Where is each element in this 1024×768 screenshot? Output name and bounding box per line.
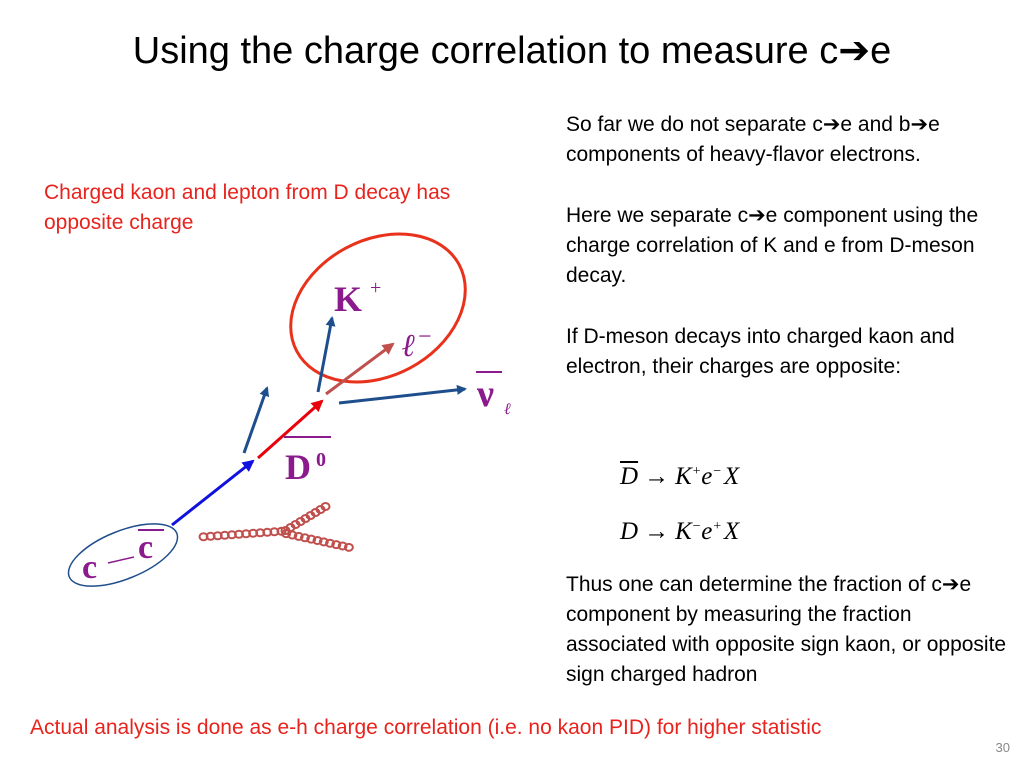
slide-title: Using the charge correlation to measure c➔e [132,30,892,72]
paragraph-method: Here we separate c➔e component using the charge correlation of K and e from D-meson decay. [566,204,979,287]
conclusion-block [566,570,1016,721]
analysis-note: Actual analysis is done as e-h charge correlation (i.e. no kaon PID) for higher statistic [30,716,822,739]
eq1-kaon: K [675,463,692,490]
paragraph-opposite-charge: If D-meson decays into charged kaon and electron, their charges are opposite: [566,325,955,378]
neutrino-track [339,389,465,403]
kaon-charge: + [370,277,382,299]
eq2-lepton: e [701,518,713,545]
eq1-arrow: → [644,463,670,490]
eq2-arrow: → [644,518,670,545]
neutrino-label: ν [477,373,494,415]
neutrino-subscript: ℓ [504,401,511,418]
eq2-rest: X [723,518,740,545]
kaon-track [318,318,332,392]
lepton-track [326,344,393,394]
eq1-lepton: e [701,463,713,490]
kaon-lepton-oval [265,205,491,411]
explanation-column [566,110,1016,413]
eq2-kaon-charge: − [691,519,702,534]
fragmentation-track [244,388,267,453]
equation-dbar-decay [620,463,739,491]
page-number: 30 [995,740,1010,755]
kaon-label: K [334,279,363,319]
kaon-lepton-note: Charged kaon and lepton from D decay has opposite charge [44,181,451,234]
equation-d-decay [620,518,739,546]
paragraph-separation: So far we do not separate c➔e and b➔e components of heavy-flavor electrons. [566,113,940,166]
lepton-charge: − [418,324,432,350]
charm-quark-label: c [82,549,98,586]
eq2-lepton-charge: + [712,519,722,534]
eq1-kaon-charge: + [691,464,702,479]
gluon-coils [200,503,353,551]
quark-pair-link [108,557,134,563]
eq1-rest: X [723,463,740,490]
eq2-kaon: K [675,518,692,545]
lepton-label: ℓ [402,327,416,363]
eq2-parent: D [620,518,639,545]
dmeson-superscript: 0 [316,449,326,471]
paragraph-conclusion: Thus one can determine the fraction of c➔e component by measuring the fraction associated with opposite sign kaon, or opposite sign charged hadron [566,573,1007,686]
dmeson-label: D [285,447,311,487]
quark-pair-oval [60,511,186,599]
charm-quark-track [172,461,253,525]
eq1-lepton-charge: − [712,464,722,479]
anticharm-quark-label: c [138,529,154,566]
eq1-parent: $\overline{D}$ [620,463,639,490]
